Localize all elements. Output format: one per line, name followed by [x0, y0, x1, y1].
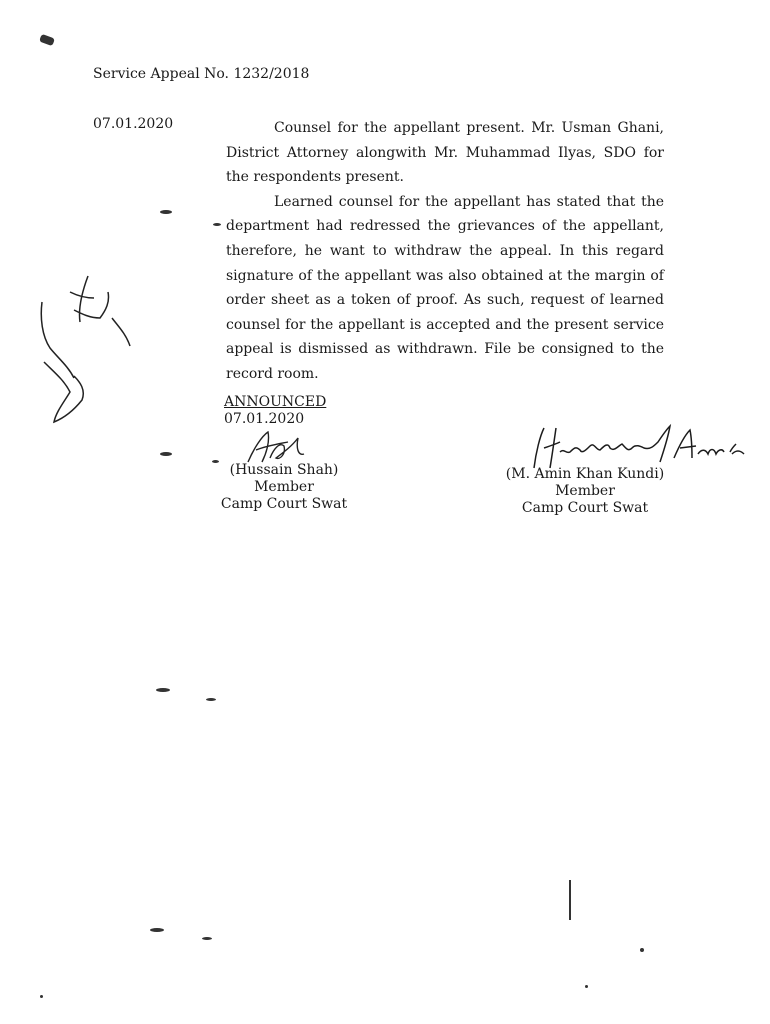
announcement-block [224, 394, 326, 428]
signatory-right-court: Camp Court Swat [521, 500, 649, 516]
order-body [226, 116, 664, 387]
signatory-right-name: (M. Amin Khan Kundi) [505, 466, 665, 482]
scan-speck [39, 34, 55, 46]
appellant-margin-signature [30, 262, 140, 432]
announced-date: 07.01.2020 [224, 411, 305, 427]
right-signature-handwritten [520, 422, 750, 472]
order-paragraph-2: Learned counsel for the appellant has stated that the department had redressed the grievances of the appellant, therefore, he want to withdraw the appeal. In this regard signature of the appellant was also obtained at the margin of order sheet as a token of proof. As such, request of learned counsel for the appellant is accepted and the present service appeal is dismissed as withdrawn. File be consigned to the record room. [226, 193, 664, 382]
order-date: 07.01.2020 [93, 116, 174, 132]
scan-speck [40, 995, 43, 998]
scan-speck [569, 880, 571, 920]
case-number: Service Appeal No. 1232/2018 [93, 66, 310, 82]
scan-speck [640, 948, 644, 952]
scan-speck [160, 452, 172, 456]
signatory-left-court: Camp Court Swat [220, 496, 348, 512]
scan-speck [150, 928, 164, 932]
scan-speck [206, 698, 216, 701]
signatory-right-role: Member [555, 483, 615, 499]
order-paragraph-1: Counsel for the appellant present. Mr. Usman Ghani, District Attorney alongwith Mr. Muhammad Ilyas, SDO for the respondents present. [226, 120, 664, 186]
scan-speck [202, 937, 212, 940]
scan-speck [212, 460, 219, 463]
signatory-right [495, 466, 675, 517]
signatory-left-role: Member [254, 479, 314, 495]
signatory-left [214, 462, 354, 513]
announced-label: ANNOUNCED [224, 394, 327, 410]
scan-speck [585, 985, 588, 988]
scan-speck [156, 688, 170, 692]
scan-speck [213, 223, 221, 226]
signatory-left-name: (Hussain Shah) [229, 462, 339, 478]
scan-speck [160, 210, 172, 214]
